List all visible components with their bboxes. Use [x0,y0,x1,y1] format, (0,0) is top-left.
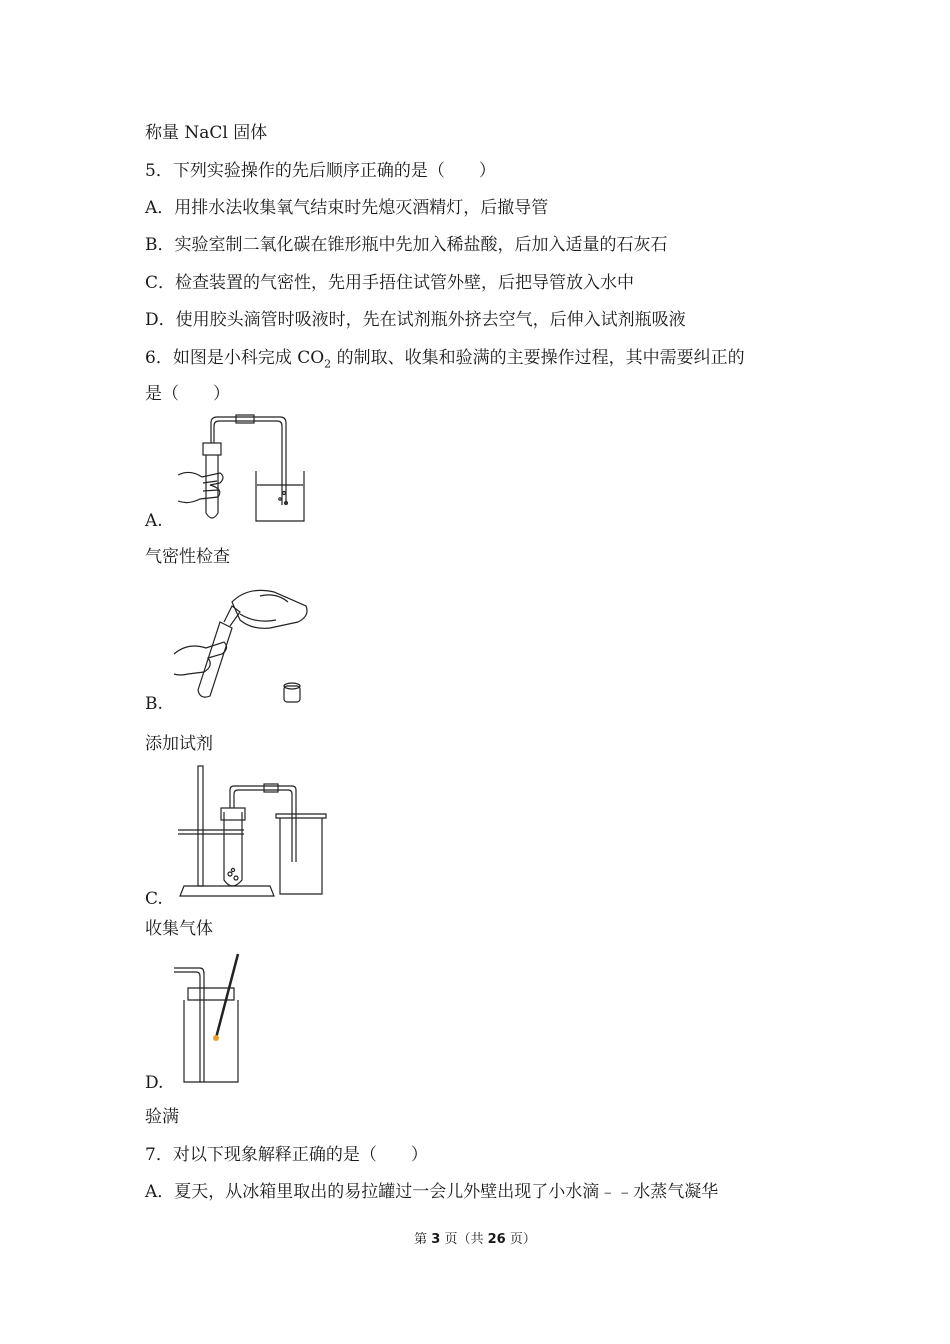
caption-a: 气密性检查 [145,547,230,567]
figure-adding-reagent [170,582,310,707]
footer-pre: 第 [414,1232,432,1247]
figure-airtightness-check [170,415,310,527]
line-weigh-nacl: 称量 NaCl 固体 [145,123,268,143]
caption-d: 验满 [145,1107,179,1127]
label-option-b: B. [145,694,163,714]
q5-option-b: B．实验室制二氧化碳在锥形瓶中先加入稀盐酸，后加入适量的石灰石 [145,235,668,255]
footer-mid: 页（共 [440,1232,488,1247]
figure-checking-full [170,948,250,1088]
caption-b: 添加试剂 [145,734,213,754]
label-option-a: A. [145,511,163,531]
q5-option-c: C．检查装置的气密性，先用手捂住试管外壁，后把导管放入水中 [145,273,635,293]
q6-text-a: 6．如图是小科完成 CO [145,348,325,368]
label-option-c: C. [145,889,163,909]
question-5: 5．下列实验操作的先后顺序正确的是（ ） [145,161,496,181]
caption-c: 收集气体 [145,919,213,939]
page-footer [0,1228,950,1247]
q6-subscript: 2 [324,357,332,371]
footer-page-number: 3 [431,1232,441,1247]
q5-option-d: D．使用胶头滴管时吸液时，先在试剂瓶外挤去空气，后伸入试剂瓶吸液 [145,310,686,330]
figure-collecting-gas [170,762,330,902]
label-option-d: D. [145,1073,164,1093]
q6-text-b: 的制取、收集和验满的主要操作过程，其中需要纠正的 [331,348,745,368]
footer-post: 页） [505,1232,536,1247]
q5-option-a: A．用排水法收集氧气结束时先熄灭酒精灯，后撤导管 [145,198,549,218]
question-6 [145,347,745,375]
footer-total-pages: 26 [487,1232,506,1247]
question-6-line2: 是（ ） [145,384,230,404]
q7-option-a: A．夏天，从冰箱里取出的易拉罐过一会儿外壁出现了小水滴﹣﹣水蒸气凝华 [145,1182,719,1202]
question-7: 7．对以下现象解释正确的是（ ） [145,1145,428,1165]
